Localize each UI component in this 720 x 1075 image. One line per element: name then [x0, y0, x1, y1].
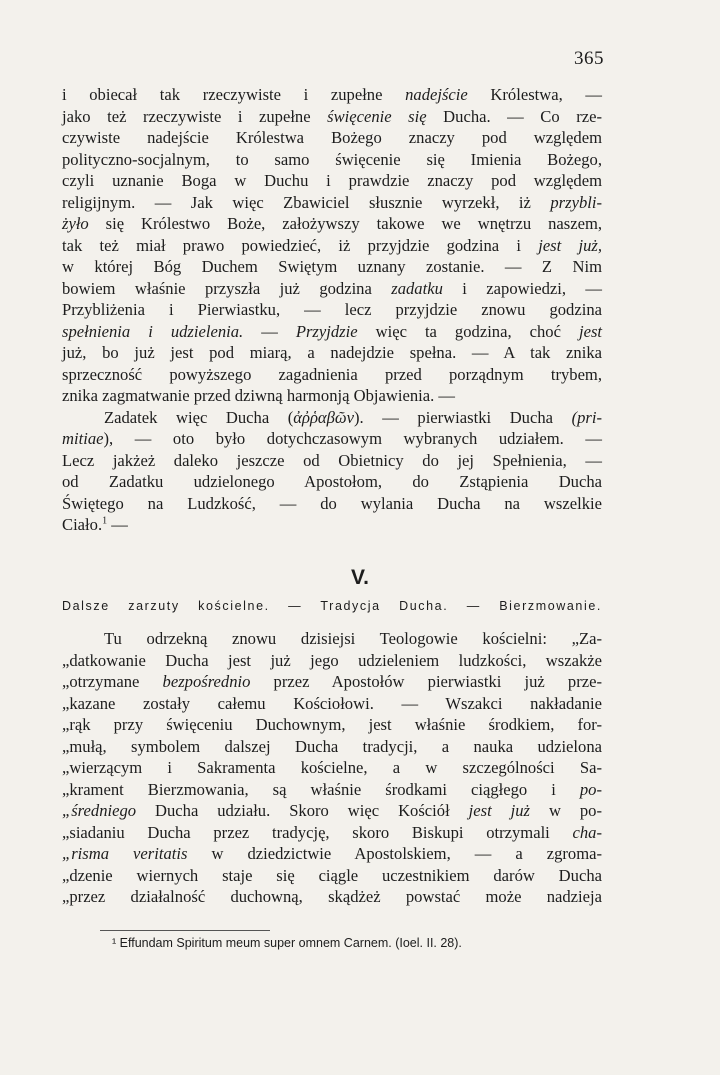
- text-line: [62, 886, 602, 908]
- text-line: [62, 235, 602, 257]
- text-run: Ducha udziału. Skoro więc Kościół: [136, 801, 469, 820]
- text-run: w po-: [530, 801, 602, 820]
- section-heading: V.: [351, 566, 369, 589]
- text-run: „siadaniu Ducha przez tradycję, skoro Biskupi otrzymali: [62, 822, 573, 842]
- footnote-ref: 1: [102, 515, 108, 527]
- italic-text: święcenie się: [327, 106, 427, 126]
- text-line: [62, 385, 602, 407]
- text-line: [62, 256, 602, 278]
- text-run: „przez działalność duchowną, skądżeż powstać może nadzieja: [62, 887, 602, 906]
- italic-text: żyło: [62, 214, 89, 233]
- text-run: Tu odrzekną znowu dzisiejsi Teologowie kościelni: „Za-: [104, 629, 602, 648]
- text-line: [62, 471, 602, 493]
- text-run: —: [243, 321, 296, 341]
- text-run: bowiem właśnie przyszła już godzina: [62, 278, 392, 298]
- text-run: „kazane zostały całemu Kościołowi. — Wszakci nakładanie: [62, 693, 602, 713]
- text-run: „dzenie wiernych staje się ciągle uczestnikiem darów Ducha: [62, 865, 602, 885]
- section-text-block: [62, 628, 602, 908]
- italic-text: jest: [578, 321, 603, 341]
- main-text-block: [62, 84, 602, 536]
- italic-text: nadejście: [405, 85, 468, 104]
- text-run: Ducha. — Co rze-: [426, 106, 602, 126]
- italic-text: jest już: [468, 801, 530, 820]
- text-run: znika zagmatwanie przed dziwną harmonją Objawienia. —: [62, 386, 456, 405]
- text-run: czywiste nadejście Królestwa Bożego znaczy pod względem: [62, 128, 602, 147]
- text-line: [62, 450, 602, 472]
- text-run: Zadatek więc Ducha (: [104, 407, 294, 427]
- text-run: ). — pierwiastki Ducha: [354, 407, 572, 427]
- text-line: [62, 407, 602, 429]
- italic-text: (pri-: [571, 407, 602, 427]
- text-run: w której Bóg Duchem Swiętym uznany zostanie. — Z Nim: [62, 257, 602, 276]
- text-line: [62, 757, 602, 779]
- page-number: 365: [574, 48, 604, 69]
- text-run: „rąk przy święceniu Duchownym, jest właśnie środkiem, for-: [62, 715, 602, 734]
- text-line: [62, 170, 602, 192]
- text-run: Ciało.: [62, 515, 103, 534]
- italic-text: po-: [579, 779, 602, 799]
- text-run: już, bo już jest pod miarą, a nadejdzie spełna. — A tak znika: [62, 343, 602, 362]
- text-run: jako też rzeczywiste i zupełne: [62, 106, 328, 126]
- italic-text: ἀῤῥαβῶν: [293, 407, 354, 427]
- text-line: [62, 428, 602, 450]
- text-line: [62, 278, 602, 300]
- italic-text: mitiae: [62, 429, 104, 448]
- italic-text: przybli-: [550, 192, 602, 212]
- text-line: [62, 106, 602, 128]
- text-run: od Zadatku udzielonego Apostołom, do Zstąpienia Ducha: [62, 472, 602, 491]
- text-line: [62, 714, 602, 736]
- text-line: [62, 514, 602, 536]
- italic-text: bezpośrednio: [162, 672, 251, 691]
- text-line: [62, 213, 602, 235]
- italic-text: jest już,: [538, 235, 602, 255]
- text-run: Świętego na Ludzkość, — do wylania Ducha na wszelkie: [62, 493, 602, 513]
- text-line: [62, 127, 602, 149]
- italic-text: Przyjdzie: [295, 321, 358, 341]
- text-line: [62, 364, 602, 386]
- text-run: w dziedzictwie Apostolskiem, — a zgroma-: [187, 844, 602, 863]
- text-line: [62, 628, 602, 650]
- section-subtitle: Dalsze zarzuty kościelne. — Tradycja Ducha. — Bierzmowanie.: [62, 599, 602, 613]
- text-run: sprzeczność powyższego zagadnienia przed porządnym trybem,: [62, 364, 602, 384]
- text-line: [62, 671, 602, 693]
- italic-text: zadatku: [391, 278, 443, 298]
- text-run: Królestwa, —: [467, 85, 602, 104]
- text-line: [62, 693, 602, 715]
- text-run: czyli uznanie Boga w Duchu i prawdzie znaczy pod względem: [62, 171, 602, 190]
- text-line: [62, 843, 602, 865]
- text-run: polityczno-socjalnym, to samo święcenie się Imienia Bożego,: [62, 149, 602, 169]
- text-line: [62, 342, 602, 364]
- text-line: [62, 299, 602, 321]
- text-run: tak też miał prawo powiedzieć, iż przyjdzie godzina i: [62, 235, 539, 255]
- text-line: [62, 321, 602, 343]
- text-run: się Królestwo Boże, założywszy takowe we wnętrzu naszem,: [88, 214, 602, 233]
- text-run: więc ta godzina, choć: [357, 321, 579, 341]
- text-run: religijnym. — Jak więc Zbawiciel słusznie wyrzekł, iż: [62, 192, 551, 212]
- text-line: [62, 650, 602, 672]
- text-run: ), — oto było dotychczasowym wybranych udziałem. —: [103, 429, 602, 448]
- text-line: [62, 779, 602, 801]
- text-line: [62, 84, 602, 106]
- italic-text: „risma veritatis: [62, 844, 188, 863]
- text-line: [62, 736, 602, 758]
- text-run: Lecz jakżeż daleko jeszcze od Obietnicy do jej Spełnienia, —: [62, 450, 602, 470]
- italic-text: spełnienia i udzielenia.: [62, 321, 244, 341]
- footnote: ¹ Effundam Spiritum meum super omnem Carnem. (Ioel. II. 28).: [112, 936, 462, 950]
- text-run: i obiecał tak rzeczywiste i zupełne: [62, 85, 406, 104]
- text-line: [62, 149, 602, 171]
- footnote-divider: [100, 930, 270, 931]
- text-run: przez Apostołów pierwiastki już prze-: [250, 672, 602, 691]
- text-line: [62, 865, 602, 887]
- text-line: [62, 192, 602, 214]
- text-run: „mułą, symbolem dalszej Ducha tradycji, a nauka udzielona: [62, 736, 602, 756]
- text-line: [62, 800, 602, 822]
- text-run: „otrzymane: [62, 672, 163, 691]
- text-run: —: [107, 515, 128, 534]
- italic-text: cha-: [572, 822, 602, 842]
- text-run: Przybliżenia i Pierwiastku, — lecz przyjdzie znowu godzina: [62, 300, 602, 319]
- italic-text: „średniego: [62, 801, 137, 820]
- text-run: „wierzącym i Sakramenta kościelne, a w szczególności Sa-: [62, 758, 602, 777]
- text-run: „krament Bierzmowania, są właśnie środkami ciągłego i: [62, 779, 580, 799]
- text-run: „datkowanie Ducha jest już jego udzieleniem ludzkości, wszakże: [62, 650, 602, 670]
- text-line: [62, 493, 602, 515]
- text-run: i zapowiedzi, —: [442, 278, 602, 298]
- text-line: [62, 822, 602, 844]
